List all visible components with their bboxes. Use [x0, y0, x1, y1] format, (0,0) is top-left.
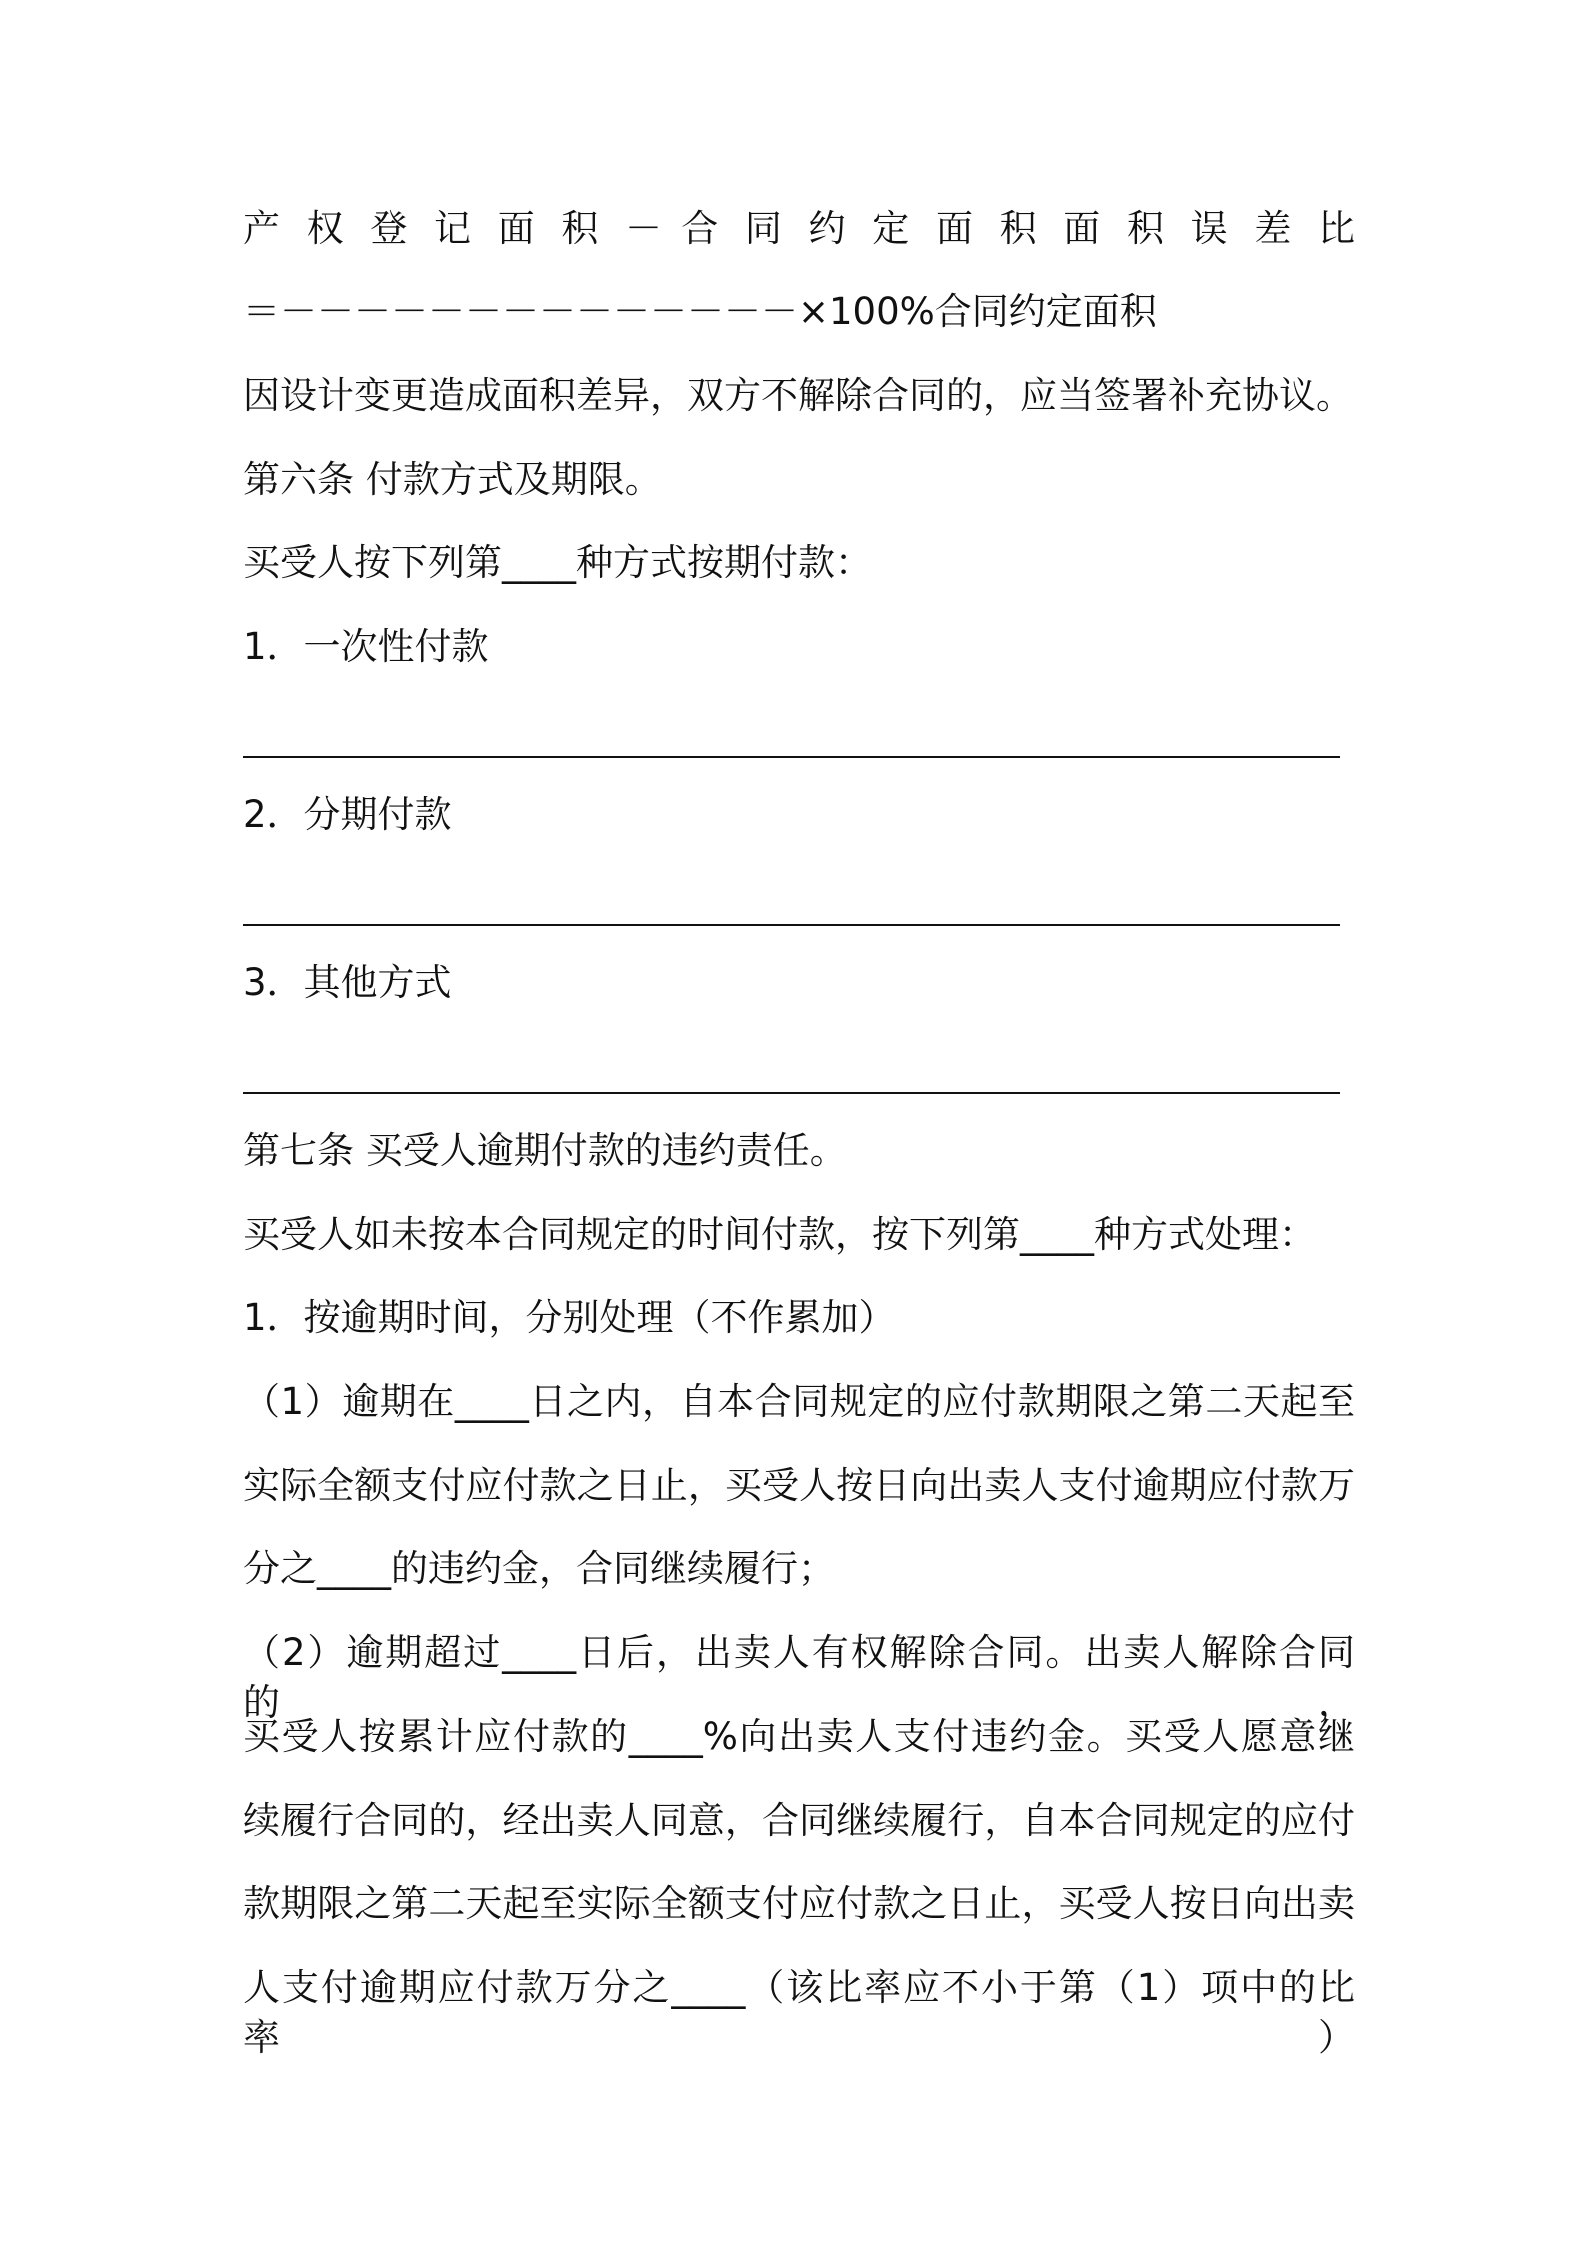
article-7-heading: 第七条 买受人逾期付款的违约责任。 [243, 1129, 847, 1172]
clause-2-line-2: 买受人按累计应付款的____%向出卖人支付违约金。买受人愿意继 [243, 1715, 1355, 1758]
late-option-1: 1．按逾期时间，分别处理（不作累加） [243, 1296, 896, 1339]
formula-line-2: ＝－－－－－－－－－－－－－－×100%合同约定面积 [243, 290, 1157, 333]
option-other: 3．其他方式 [243, 961, 452, 1004]
formula-line-1: 产 权 登 记 面 积 － 合 同 约 定 面 积 面 积 误 差 比 [243, 207, 1355, 250]
blank-line-installment [243, 924, 1340, 926]
option-installment: 2．分期付款 [243, 793, 452, 836]
clause-2-line-3: 续履行合同的，经出卖人同意，合同继续履行，自本合同规定的应付 [243, 1799, 1355, 1842]
clause-1-line-1: （1）逾期在____日之内，自本合同规定的应付款期限之第二天起至 [243, 1380, 1355, 1423]
payment-choice-line: 买受人按下列第____种方式按期付款： [243, 541, 872, 584]
clause-2-line-5: 人支付逾期应付款万分之____（该比率应不小于第（1）项中的比率） [243, 1966, 1355, 2059]
blank-line-lump-sum [243, 756, 1340, 758]
paragraph-design-change: 因设计变更造成面积差异，双方不解除合同的，应当签署补充协议。 [243, 374, 1353, 417]
article-6-heading: 第六条 付款方式及期限。 [243, 458, 662, 501]
clause-2-line-1: （2）逾期超过____日后，出卖人有权解除合同。出卖人解除合同的， [243, 1631, 1355, 1724]
clause-1-line-3: 分之____的违约金，合同继续履行； [243, 1547, 835, 1590]
blank-line-other [243, 1092, 1340, 1094]
option-lump-sum: 1．一次性付款 [243, 625, 489, 668]
clause-2-line-4: 款期限之第二天起至实际全额支付应付款之日止，买受人按日向出卖 [243, 1882, 1355, 1925]
clause-1-line-2: 实际全额支付应付款之日止，买受人按日向出卖人支付逾期应付款万 [243, 1464, 1355, 1507]
late-payment-choice-line: 买受人如未按本合同规定的时间付款，按下列第____种方式处理： [243, 1213, 1316, 1256]
